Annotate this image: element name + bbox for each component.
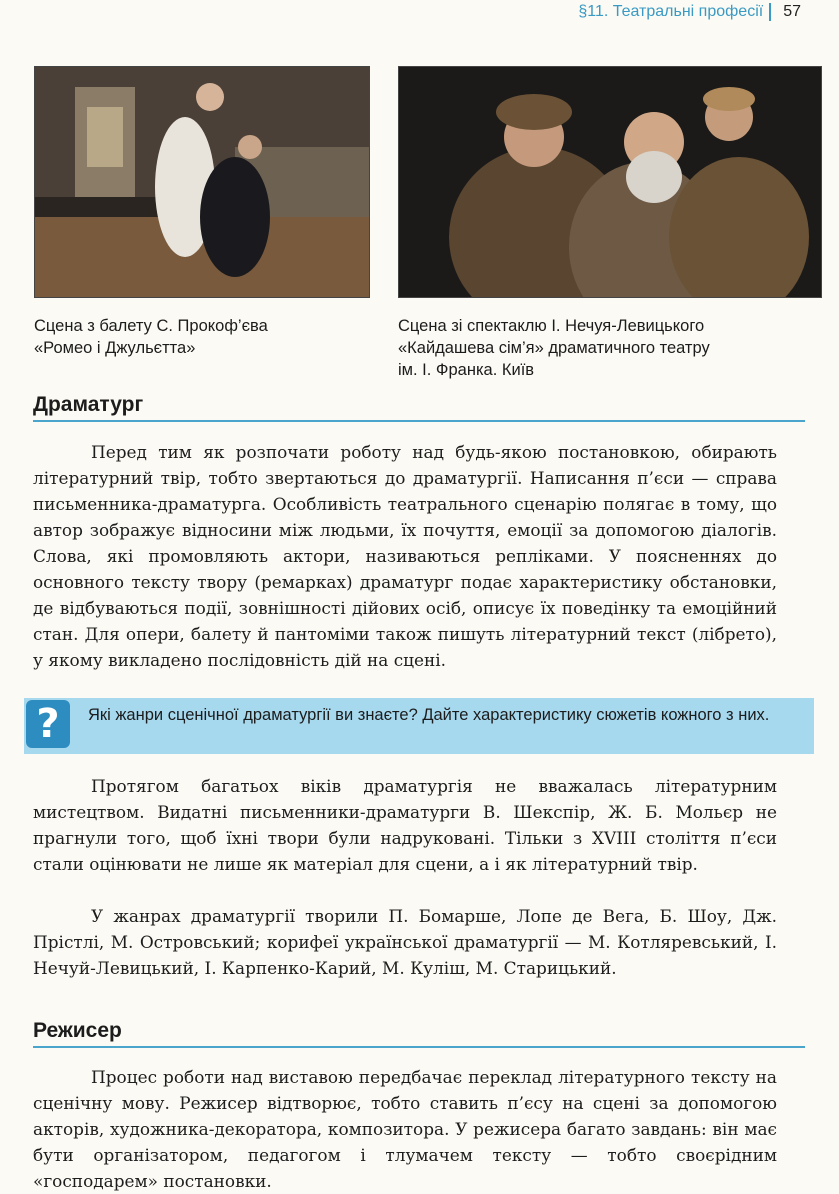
ballet-photo-caption: Сцена з балету С. Прокоф’єва «Ромео і Джульєтта»: [34, 317, 268, 357]
paragraph-playwrights: У жанрах драматургії творили П. Бомарше, Лопе де Вега, Б. Шоу, Дж. Прістлі, М. Островський; корифеї української драматургії — М. Котляревський, І. Нечуй-Левицький, І. Карпенко-Карий, М. Куліш, М. Старицький.: [33, 906, 777, 978]
kaidasheva-family-photo: [398, 66, 822, 298]
page-number: 57: [783, 3, 801, 20]
question-text: Які жанри сценічної драматургії ви знаєте? Дайте характеристику сюжетів кожного з них.: [88, 706, 770, 724]
question-box: [24, 698, 814, 754]
paragraph-rezhyser: Процес роботи над виставою передбачає переклад літературного тексту на сценічну мову. Режисер відтворює, тобто ставить п’єсу на сцені за допомогою акторів, художника-декоратора, композитора. У режисера багато завдань: він має бути організатором, педагогом і тлумачем тексту — тобто своєрідним «господарем» постановки.: [33, 1067, 777, 1191]
paragraph-history: Протягом багатьох віків драматургія не вважалась літературним мистецтвом. Видатні письменники-драматурги В. Шекспір, Ж. Б. Мольєр не прагнули того, щоб їхні твори були надруковані. Тільки з XVIII століття п’єси стали оцінювати не лише як матеріал для сцени, а і як літературний твір.: [33, 776, 777, 874]
section-title: §11. Театральні професії: [578, 3, 771, 21]
page-header: [0, 0, 839, 24]
question-icon: ?: [26, 700, 70, 748]
paragraph-dramaturg: Перед тим як розпочати роботу над будь-якою постановкою, обирають літературний твір, тобто звертаються до драматургії. Написання п’єси — справа письменника-драматурга. Особливість театрального сценарію полягає в тому, що автор зображує відносини між людьми, їх почуття, емоції за допомогою діалогів. Слова, які промовляють актори, називаються репліками. У поясненнях до основного тексту твору (ремарках) драматург подає характеристику обстановки, де відбуваються події, зовнішності дійових осіб, описує їх поведінку та емоційний стан. Для опери, балету й пантоміми також пишуть літературний текст (лібрето), у якому викладено послідовність дій на сцені.: [33, 442, 777, 670]
kaidasheva-photo-caption: Сцена зі спектаклю І. Нечуя-Левицького «Кайдашева сім’я» драматичного театру ім. І. Франка. Київ: [398, 317, 710, 379]
ballet-photo: [34, 66, 370, 298]
heading-rezhyser: Режисер: [33, 1019, 805, 1048]
heading-dramaturg: Драматург: [33, 393, 805, 422]
